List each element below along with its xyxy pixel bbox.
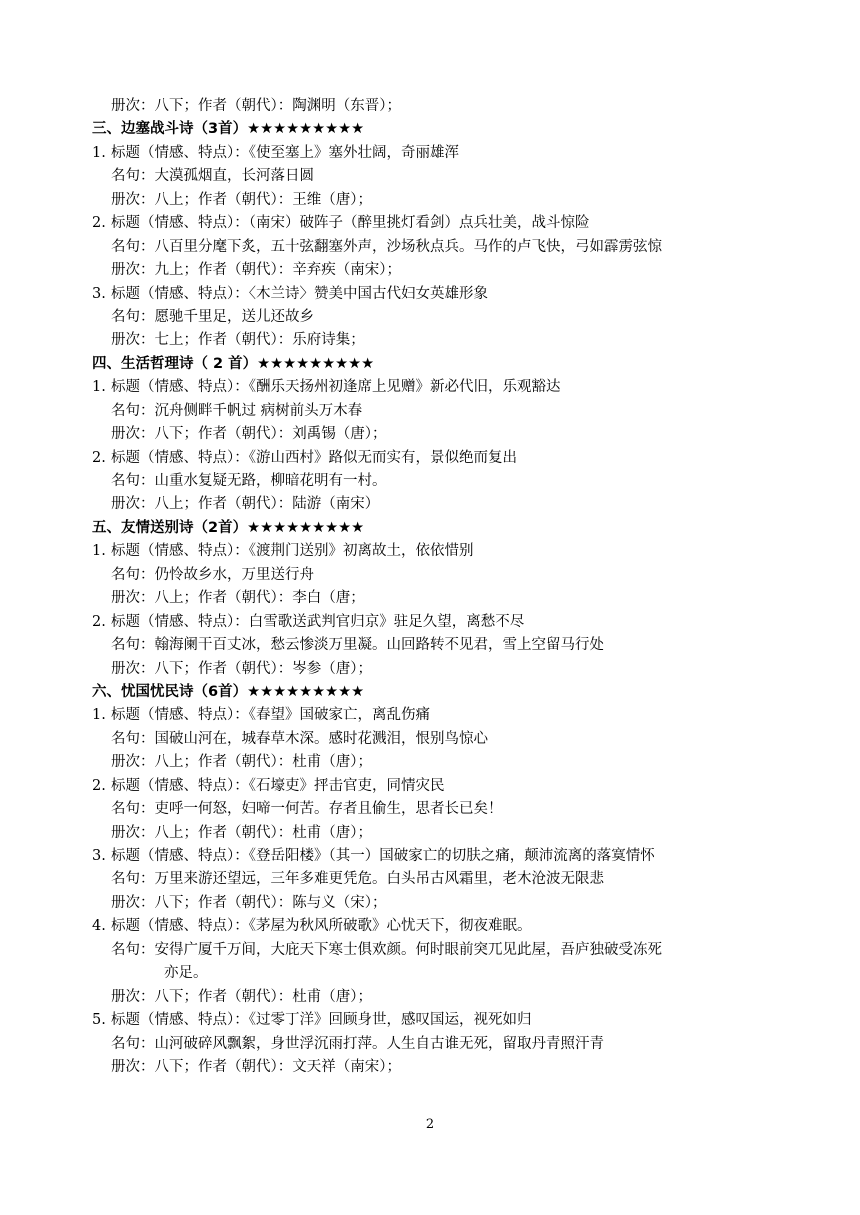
item-text: 标题（情感、特点）：《石壕吏》抨击官吏，同情灾民 bbox=[111, 777, 445, 794]
detail-line: 册次：八上；作者（朝代）：王维（唐）； bbox=[111, 191, 372, 208]
detail-line: 名句：仍怜故乡水，万里送行舟 bbox=[111, 566, 314, 583]
item-text: 标题（情感、特点）：《使至塞上》塞外壮阔，奇丽雄浑 bbox=[111, 144, 459, 161]
detail-line: 册次：八上；作者（朝代）：杜甫（唐）； bbox=[111, 824, 372, 841]
section-heading: 五、友情送别诗（2首）★★★★★★★★★ bbox=[92, 519, 365, 536]
item-number: 2. bbox=[92, 449, 106, 466]
detail-line: 名句：山河破碎风飘絮，身世浮沉雨打萍。人生自古谁无死，留取丹青照汗青 bbox=[111, 1035, 604, 1052]
poem-title-line bbox=[92, 915, 792, 938]
poem-title-line bbox=[92, 212, 792, 235]
detail-line: 名句：吏呼一何怒，妇啼一何苦。存者且偷生，思者长已矣！ bbox=[111, 801, 503, 818]
poem-title-line bbox=[92, 1009, 792, 1032]
poem-title-line bbox=[92, 283, 792, 306]
detail-line: 名句：大漠孤烟直，长河落日圆 bbox=[111, 168, 314, 185]
detail-line: 名句：沉舟侧畔千帆过 病树前头万木春 bbox=[111, 402, 363, 419]
item-number: 4. bbox=[92, 918, 106, 935]
detail-line: 名句：八百里分麾下炙，五十弦翻塞外声，沙场秋点兵。马作的卢飞快，弓如霹雳弦惊 bbox=[111, 238, 662, 255]
item-number: 2. bbox=[92, 613, 106, 630]
document-body bbox=[92, 95, 792, 1079]
item-text: 标题（情感、特点）：（南宋）破阵子（醉里挑灯看剑）点兵壮美，战斗惊险 bbox=[111, 215, 590, 232]
detail-line: 册次：八上；作者（朝代）：李白（唐； bbox=[111, 590, 365, 607]
poem-title-line bbox=[92, 142, 792, 165]
poem-title-line bbox=[92, 540, 792, 563]
detail-line: 名句：愿驰千里足，送儿还故乡 bbox=[111, 308, 314, 325]
detail-line: 名句：国破山河在，城春草木深。感时花溅泪，恨别鸟惊心 bbox=[111, 730, 488, 747]
detail-line: 名句：安得广厦千万间，大庇天下寒士俱欢颜。何时眼前突兀见此屋，吾庐独破受冻死 bbox=[111, 941, 662, 958]
continuation-line: 亦足。 bbox=[164, 965, 208, 982]
poem-title-line bbox=[92, 376, 792, 399]
detail-line: 册次：八下；作者（朝代）：文天祥（南宋）； bbox=[111, 1058, 401, 1075]
item-number: 2. bbox=[92, 777, 106, 794]
poem-title-line bbox=[92, 704, 792, 727]
item-text: 标题（情感、特点）：白雪歌送武判官归京》驻足久望，离愁不尽 bbox=[111, 613, 525, 630]
item-number: 2. bbox=[92, 215, 106, 232]
detail-line: 册次：八下；作者（朝代）：杜甫（唐）； bbox=[111, 988, 372, 1005]
detail-line: 册次：八上；作者（朝代）：杜甫（唐）； bbox=[111, 754, 372, 771]
item-text: 标题（情感、特点）：《茅屋为秋风所破歌》心忧天下，彻夜难眠。 bbox=[111, 918, 532, 935]
item-number: 3. bbox=[92, 285, 106, 302]
detail-line: 册次：九上；作者（朝代）：辛弃疾（南宋）； bbox=[111, 262, 401, 279]
detail-line: 册次：八下；作者（朝代）：陶渊明（东晋）； bbox=[111, 98, 401, 114]
item-number: 1. bbox=[92, 543, 106, 560]
item-text: 标题（情感、特点）：《游山西村》路似无而实有，景似绝而复出 bbox=[111, 449, 517, 466]
item-number: 3. bbox=[92, 848, 106, 864]
item-number: 1. bbox=[92, 144, 106, 161]
detail-line: 册次：八上；作者（朝代）：陆游（南宋） bbox=[111, 496, 380, 513]
poem-title-line bbox=[92, 775, 792, 798]
item-text: 标题（情感、特点）：《登岳阳楼》（其一）国破家亡的切肤之痛，颠沛流离的落寞情怀 bbox=[111, 848, 655, 864]
item-number: 1. bbox=[92, 379, 106, 396]
item-number: 1. bbox=[92, 707, 106, 724]
item-number: 5. bbox=[92, 1012, 106, 1029]
detail-line: 名句：山重水复疑无路，柳暗花明有一村。 bbox=[111, 473, 387, 489]
section-heading: 四、生活哲理诗（ 2 首）★★★★★★★★★ bbox=[92, 355, 375, 372]
detail-line: 册次：八下；作者（朝代）：刘禹锡（唐）； bbox=[111, 426, 387, 443]
item-text: 标题（情感、特点）：《春望》国破家亡，离乱伤痛 bbox=[111, 707, 430, 724]
page-number: 2 bbox=[425, 1117, 435, 1132]
poem-title-line bbox=[92, 845, 792, 868]
item-text: 标题（情感、特点）：《酬乐天扬州初逢席上见赠》新必代旧，乐观豁达 bbox=[111, 379, 561, 396]
detail-line: 名句：翰海阑干百丈冰，愁云惨淡万里凝。山回路转不见君，雪上空留马行处 bbox=[111, 637, 604, 654]
section-heading: 三、边塞战斗诗（3首）★★★★★★★★★ bbox=[92, 121, 365, 138]
detail-line: 名句：万里来游还望远，三年多难更凭危。白头吊古风霜里，老木沧波无限悲 bbox=[111, 871, 604, 888]
detail-line: 册次：八下；作者（朝代）：陈与义（宋）； bbox=[111, 894, 387, 911]
item-text: 标题（情感、特点）：《渡荆门送别》初离故土，依依惜别 bbox=[111, 543, 474, 560]
detail-line: 册次：七上；作者（朝代）：乐府诗集； bbox=[111, 332, 365, 349]
section-heading: 六、忧国忧民诗（6首）★★★★★★★★★ bbox=[92, 683, 365, 700]
item-text: 标题（情感、特点）：《过零丁洋》回顾身世，感叹国运，视死如归 bbox=[111, 1012, 532, 1029]
poem-title-line bbox=[92, 611, 792, 634]
detail-line: 册次：八下；作者（朝代）：岑参（唐）； bbox=[111, 660, 372, 677]
poem-title-line bbox=[92, 447, 792, 470]
item-text: 标题（情感、特点）：〈木兰诗〉赞美中国古代妇女英雄形象 bbox=[111, 285, 488, 302]
